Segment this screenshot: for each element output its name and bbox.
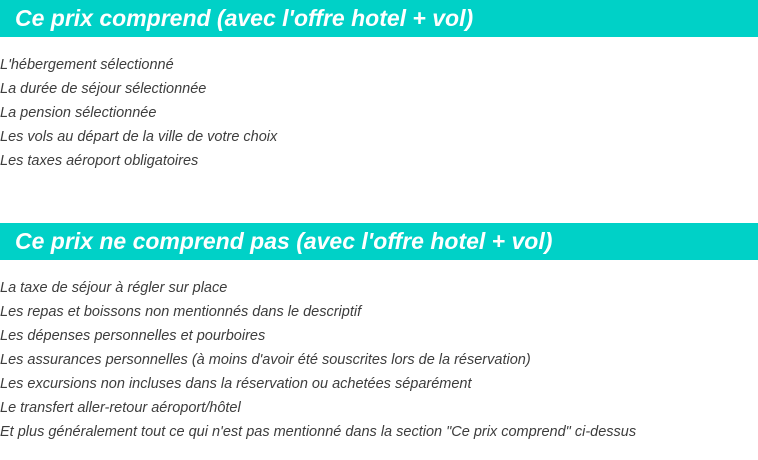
- list-item: La durée de séjour sélectionnée: [0, 81, 207, 97]
- list-item: Les vols au départ de la ville de votre choix: [0, 129, 278, 145]
- list-item: Les dépenses personnelles et pourboires: [0, 328, 266, 344]
- list-item: La taxe de séjour à régler sur place: [0, 280, 228, 296]
- list-item: La pension sélectionnée: [0, 105, 157, 121]
- price-includes-heading: Ce prix comprend (avec l'offre hotel + vol): [0, 0, 758, 37]
- price-includes-list: [0, 53, 277, 173]
- list-item: L'hébergement sélectionné: [0, 57, 174, 73]
- list-item: Les repas et boissons non mentionnés dans le descriptif: [0, 304, 362, 320]
- list-item: Les excursions non incluses dans la réservation ou achetées séparément: [0, 376, 472, 392]
- price-excludes-heading: Ce prix ne comprend pas (avec l'offre hotel + vol): [0, 223, 758, 260]
- list-item: Le transfert aller-retour aéroport/hôtel: [0, 400, 241, 416]
- price-excludes-list: [0, 276, 636, 444]
- list-item: Les assurances personnelles (à moins d'avoir été souscrites lors de la réservation): [0, 352, 531, 368]
- list-item: Et plus généralement tout ce qui n'est pas mentionné dans la section "Ce prix comprend" ci-dessus: [0, 424, 637, 440]
- list-item: Les taxes aéroport obligatoires: [0, 153, 199, 169]
